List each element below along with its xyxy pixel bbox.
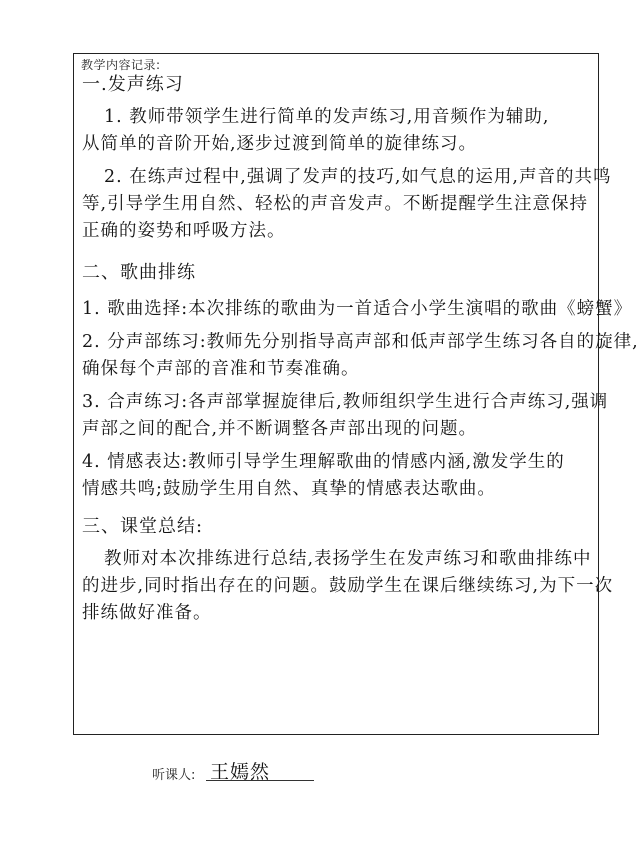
record-label: 教学内容记录: xyxy=(81,58,161,72)
summary-line-2: 的进步,同时指出存在的问题。鼓励学生在课后继续练习,为下一次 xyxy=(82,576,614,596)
song-rehearsal-item-3-line-1: 3. 合声练习:各声部掌握旋律后,教师组织学生进行合声练习,强调 xyxy=(82,392,609,412)
summary-line-1: 教师对本次排练进行总结,表扬学生在发声练习和歌曲排练中 xyxy=(104,549,592,569)
vocal-practice-item-1-line-1: 1. 教师带领学生进行简单的发声练习,用音频作为辅助, xyxy=(104,107,550,127)
summary-line-3: 排练做好准备。 xyxy=(82,603,212,623)
handwritten-content xyxy=(82,71,639,627)
song-rehearsal-item-4-line-2: 情感共鸣;鼓励学生用自然、真挚的情感表达歌曲。 xyxy=(82,479,496,499)
listener-field xyxy=(152,760,322,782)
vocal-practice-item-1-line-2: 从简单的音阶开始,逐步过渡到简单的旋律练习。 xyxy=(82,134,478,154)
section-title-vocal-practice: 一.发声练习 xyxy=(82,74,184,95)
vocal-practice-item-2-line-3: 正确的姿势和呼吸方法。 xyxy=(82,221,286,241)
song-rehearsal-item-2-line-1: 2. 分声部练习:教师先分别指导高声部和低声部学生练习各自的旋律, xyxy=(82,332,639,352)
section-title-song-rehearsal: 二、歌曲排练 xyxy=(82,262,196,283)
listener-label: 听课人: xyxy=(152,768,196,783)
song-rehearsal-item-2-line-2: 确保每个声部的音准和节奏准确。 xyxy=(82,359,360,379)
section-title-summary: 三、课堂总结: xyxy=(82,516,204,537)
record-sheet xyxy=(73,53,639,735)
signature-underline xyxy=(206,780,314,781)
vocal-practice-item-2-line-2: 等,引导学生用自然、轻松的声音发声。不断提醒学生注意保持 xyxy=(82,194,589,214)
vocal-practice-item-2-line-1: 2. 在练声过程中,强调了发声的技巧,如气息的运用,声音的共鸣 xyxy=(104,167,612,187)
song-rehearsal-item-1: 1. 歌曲选择:本次排练的歌曲为一首适合小学生演唱的歌曲《螃蟹》 xyxy=(82,299,633,319)
listener-signature: 王嫣然 xyxy=(210,761,271,783)
song-rehearsal-item-3-line-2: 声部之间的配合,并不断调整各声部出现的问题。 xyxy=(82,419,478,439)
song-rehearsal-item-4-line-1: 4. 情感表达:教师引导学生理解歌曲的情感内涵,激发学生的 xyxy=(82,452,565,472)
